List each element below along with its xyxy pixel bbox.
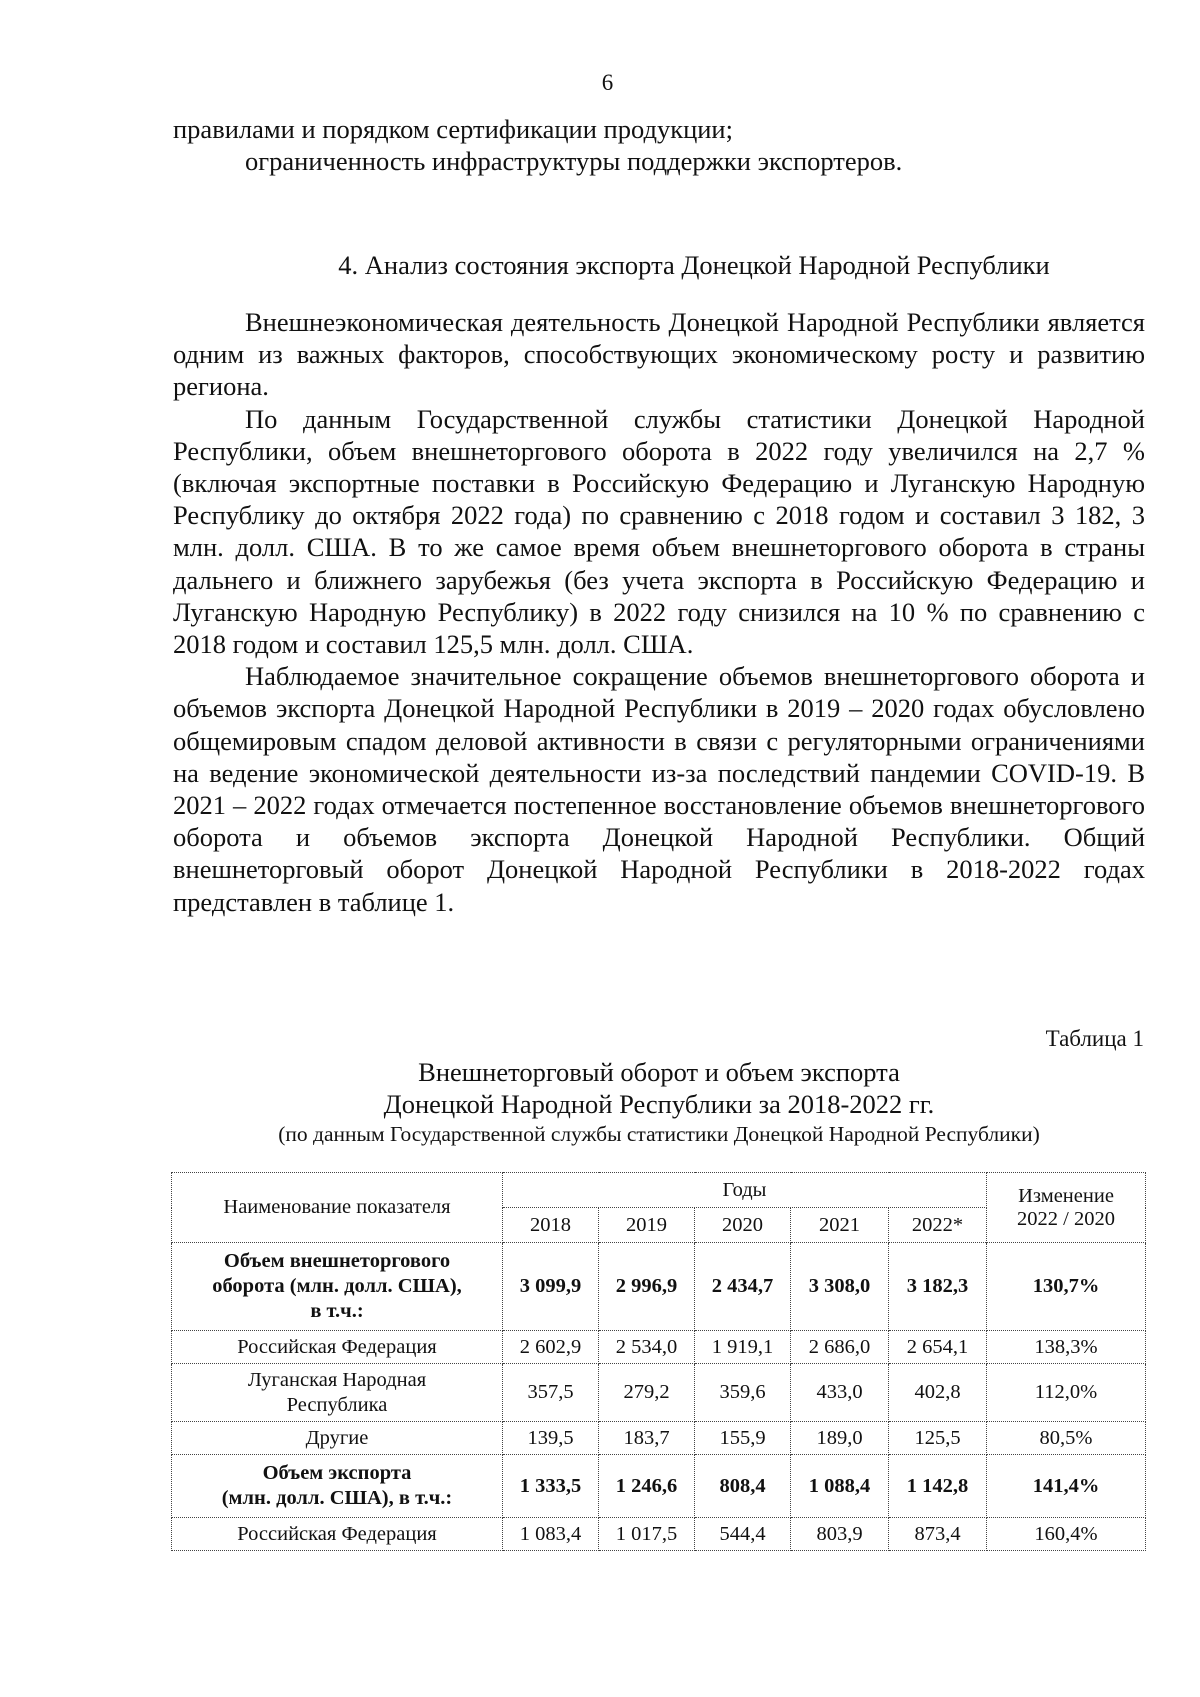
- table-row: [172, 1243, 1146, 1331]
- row-value: 2 434,7: [695, 1243, 791, 1331]
- row-value: 3 182,3: [889, 1243, 987, 1331]
- row-change: 112,0%: [987, 1364, 1146, 1422]
- row-value: 2 996,9: [599, 1243, 695, 1331]
- paragraph-3: Наблюдаемое значительное сокращение объемов внешнеторгового оборота и объемов экспорта Донецкой Народной Республики в 2019 – 2020 годах обусловлено общемировым спадом деловой активности в связи с регуляторными ограничениями на ведение экономической деятельности из-за последствий пандемии COVID-19. В 2021 – 2022 годах отмечается постепенное восстановление объемов внешнеторгового оборота и объемов экспорта Донецкой Народной Республики. Общий внешнеторговый оборот Донецкой Народной Республики в 2018-2022 годах представлен в таблице 1.: [173, 661, 1145, 917]
- table-title: [173, 1056, 1145, 1120]
- row-value: 357,5: [503, 1364, 599, 1422]
- row-change: 160,4%: [987, 1518, 1146, 1551]
- table-label: Таблица 1: [1045, 1026, 1144, 1051]
- row-value: 2 654,1: [889, 1331, 987, 1364]
- row-name: [172, 1243, 503, 1331]
- row-value: 1 083,4: [503, 1518, 599, 1551]
- row-value: 433,0: [791, 1364, 889, 1422]
- header-years-group: Годы: [503, 1173, 987, 1208]
- table-title-line-1: Внешнеторговый оборот и объем экспорта: [418, 1057, 900, 1087]
- table-title-line-2: Донецкой Народной Республики за 2018-2022 гг.: [383, 1089, 935, 1119]
- row-name-line: Другие: [305, 1426, 369, 1449]
- row-value: 155,9: [695, 1422, 791, 1455]
- row-value: 189,0: [791, 1422, 889, 1455]
- export-table: [171, 1172, 1146, 1551]
- row-value: 139,5: [503, 1422, 599, 1455]
- header-name: Наименование показателя: [172, 1173, 503, 1243]
- row-value: 2 686,0: [791, 1331, 889, 1364]
- row-change: 138,3%: [987, 1331, 1146, 1364]
- row-value: 183,7: [599, 1422, 695, 1455]
- intro-line-2: ограниченность инфраструктуры поддержки экспортеров.: [245, 146, 903, 177]
- table-row: [172, 1518, 1146, 1551]
- header-year-2019: 2019: [599, 1208, 695, 1243]
- table-row: [172, 1422, 1146, 1455]
- row-value: 125,5: [889, 1422, 987, 1455]
- row-value: 803,9: [791, 1518, 889, 1551]
- row-name-line: Российская Федерация: [237, 1335, 437, 1358]
- row-value: 279,2: [599, 1364, 695, 1422]
- intro-text: [173, 113, 1145, 177]
- row-name: [172, 1422, 503, 1455]
- row-name-line: Луганская Народная: [247, 1368, 427, 1391]
- header-year-2020: 2020: [695, 1208, 791, 1243]
- row-name-line: Российская Федерация: [237, 1522, 437, 1545]
- paragraph-2: По данным Государственной службы статистики Донецкой Народной Республики, объем внешнеторгового оборота в 2022 году увеличился на 2,7 % (включая экспортные поставки в Российскую Федерацию и Луганскую Народную Республику до октября 2022 года) по сравнению с 2018 годом и составил 3 182, 3 млн. долл. США. В то же самое время объем внешнеторгового оборота в страны дальнего и ближнего зарубежья (без учета экспорта в Российскую Федерацию и Луганскую Народную Республику) в 2022 году снизился на 10 % по сравнению с 2018 годом и составил 125,5 млн. долл. США.: [173, 403, 1145, 660]
- header-year-2018: 2018: [503, 1208, 599, 1243]
- table-row: [172, 1364, 1146, 1422]
- table-subtitle: (по данным Государственной службы статистики Донецкой Народной Республики): [278, 1122, 1040, 1146]
- row-name: [172, 1518, 503, 1551]
- row-value: 873,4: [889, 1518, 987, 1551]
- header-year-2022: 2022*: [889, 1208, 987, 1243]
- row-value: 3 099,9: [503, 1243, 599, 1331]
- row-value: 1 333,5: [503, 1455, 599, 1518]
- row-change: 80,5%: [987, 1422, 1146, 1455]
- row-value: 1 088,4: [791, 1455, 889, 1518]
- row-value: 402,8: [889, 1364, 987, 1422]
- row-value: 1 919,1: [695, 1331, 791, 1364]
- header-year-2021: 2021: [791, 1208, 889, 1243]
- section-heading: 4. Анализ состояния экспорта Донецкой Народной Республики: [338, 250, 1050, 280]
- table-row: [172, 1455, 1146, 1518]
- row-name-line: Объем экспорта: [262, 1462, 412, 1484]
- row-change: 141,4%: [987, 1455, 1146, 1518]
- header-change-line-2: 2022 / 2020: [1017, 1207, 1115, 1230]
- row-value: 2 602,9: [503, 1331, 599, 1364]
- row-name-line: Республика: [286, 1393, 388, 1416]
- paragraph-1: Внешнеэкономическая деятельность Донецкой Народной Республики является одним из важных факторов, способствующих экономическому росту и развитию региона.: [173, 307, 1145, 402]
- row-name: [172, 1455, 503, 1518]
- row-name-line: в т.ч.:: [310, 1300, 364, 1322]
- row-value: 544,4: [695, 1518, 791, 1551]
- row-value: 3 308,0: [791, 1243, 889, 1331]
- row-value: 1 017,5: [599, 1518, 695, 1551]
- row-value: 808,4: [695, 1455, 791, 1518]
- row-name-line: (млн. долл. США), в т.ч.:: [221, 1487, 453, 1509]
- intro-line-1: правилами и порядком сертификации продукции;: [173, 114, 733, 144]
- row-value: 1 142,8: [889, 1455, 987, 1518]
- row-change: 130,7%: [987, 1243, 1146, 1331]
- row-value: 1 246,6: [599, 1455, 695, 1518]
- row-name-line: оборота (млн. долл. США),: [212, 1275, 462, 1297]
- table-row: [172, 1331, 1146, 1364]
- row-name-line: Объем внешнеторгового: [223, 1250, 451, 1272]
- row-name: [172, 1331, 503, 1364]
- page-number: 6: [601, 70, 614, 95]
- row-name: [172, 1364, 503, 1422]
- row-value: 359,6: [695, 1364, 791, 1422]
- body-text: [173, 306, 1145, 918]
- header-change: [987, 1173, 1146, 1243]
- header-change-line-1: Изменение: [1018, 1184, 1114, 1207]
- row-value: 2 534,0: [599, 1331, 695, 1364]
